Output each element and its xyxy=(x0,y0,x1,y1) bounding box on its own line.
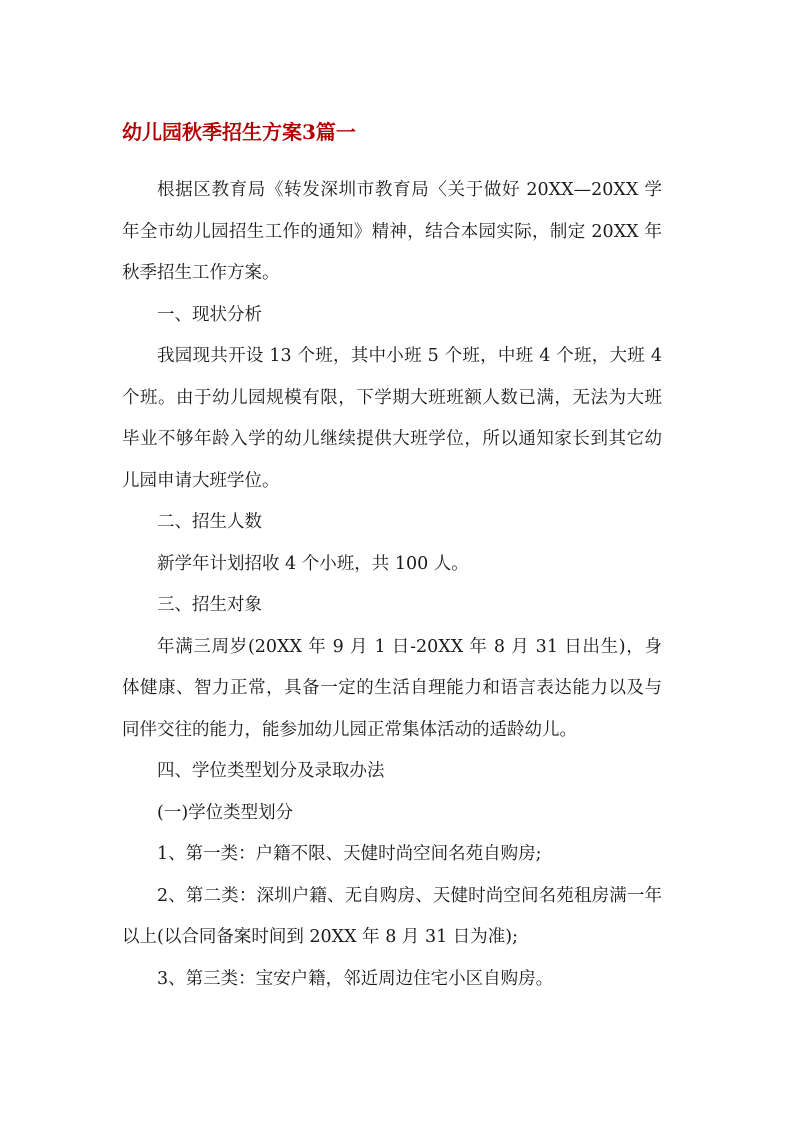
section-heading-degree-types: 四、学位类型划分及录取办法 xyxy=(157,761,385,781)
subheading-degree-classification: (一)学位类型划分 xyxy=(157,802,294,823)
section-heading-target: 三、招生对象 xyxy=(157,595,262,615)
document-body xyxy=(122,170,662,1000)
section-heading-status: 一、现状分析 xyxy=(157,304,262,325)
list-item-category-1: 1、第一类：户籍不限、天健时尚空间名苑自购房; xyxy=(157,844,542,864)
document-title: 幼儿园秋季招生方案3篇一 xyxy=(122,120,356,144)
paragraph-target: 年满三周岁(20XX 年 9 月 1 日-20XX 年 8 月 31 日出生)，身体健康、智力正常，具备一定的生活自理能力和语言表达能力以及与同伴交往的能力，能参加幼儿园正常集体活动的适龄幼儿。 xyxy=(122,636,662,740)
paragraph-intro: 根据区教育局《转发深圳市教育局〈关于做好 20XX—20XX 学年全市幼儿园招生工作的通知》精神，结合本园实际，制定 20XX 年秋季招生工作方案。 xyxy=(122,180,662,283)
paragraph-status: 我园现共开设 13 个班，其中小班 5 个班，中班 4 个班，大班 4 个班。由于幼儿园规模有限，下学期大班班额人数已满，无法为大班毕业不够年龄入学的幼儿继续提供大班学位，所以通知家长到其它幼儿园申请大班学位。 xyxy=(122,346,662,491)
section-heading-enrollment-count: 二、招生人数 xyxy=(157,512,262,532)
paragraph-enrollment-count: 新学年计划招收 4 个小班，共 100 人。 xyxy=(157,553,469,574)
list-item-category-2: 2、第二类：深圳户籍、无自购房、天健时尚空间名苑租房满一年以上(以合同备案时间到 20XX 年 8 月 31 日为准); xyxy=(122,885,662,947)
list-item-category-3: 3、第三类：宝安户籍，邻近周边住宅小区自购房。 xyxy=(157,968,554,989)
